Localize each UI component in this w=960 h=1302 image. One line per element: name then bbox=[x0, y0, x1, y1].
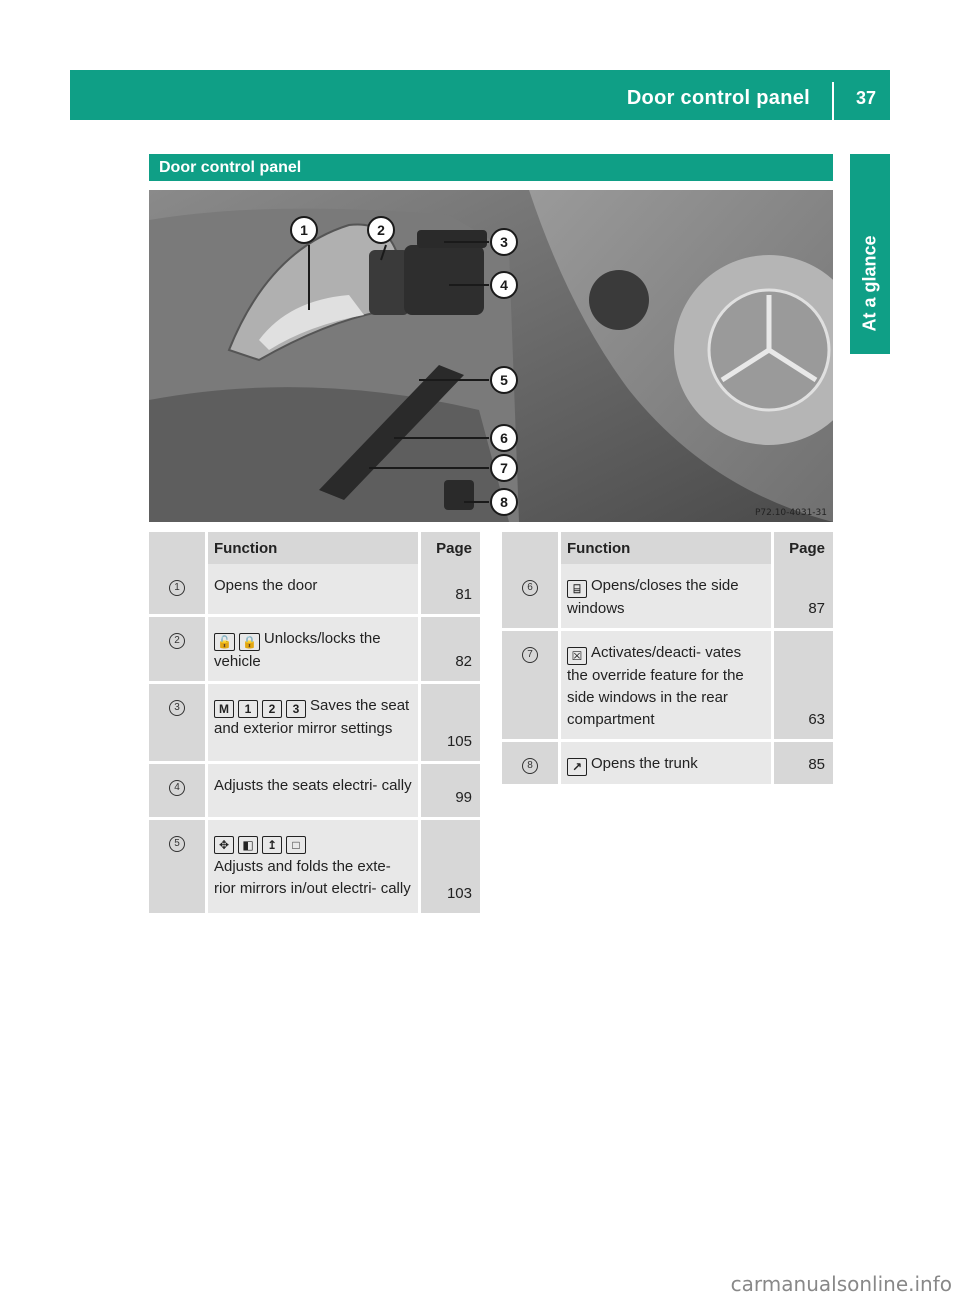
memory-m-key: M bbox=[214, 700, 234, 718]
row-function: Saves the seat and exterior mirror settings bbox=[214, 697, 410, 737]
row-number: 4 bbox=[169, 780, 185, 796]
function-table-right bbox=[502, 532, 833, 784]
mirror-adjust-icon: ✥ bbox=[214, 836, 234, 854]
row-number: 1 bbox=[169, 580, 185, 596]
page-number: 37 bbox=[855, 88, 876, 108]
row-function: Activates/deacti- vates the override feature for the side windows in the rear compartment bbox=[567, 644, 744, 728]
trunk-icon: ↗ bbox=[567, 758, 587, 776]
row-number: 2 bbox=[169, 633, 185, 649]
memory-3-key: 3 bbox=[286, 700, 306, 718]
page-link[interactable]: 82 bbox=[418, 614, 480, 681]
row-function: Opens the trunk bbox=[591, 755, 698, 772]
door-panel-illustration bbox=[149, 190, 833, 522]
table-row bbox=[149, 761, 480, 817]
mirror-fold-icon: □ bbox=[286, 836, 306, 854]
row-function: Unlocks/locks the vehicle bbox=[214, 630, 381, 670]
col-page: Page bbox=[771, 532, 833, 564]
page-link[interactable]: 63 bbox=[771, 628, 833, 739]
table-row bbox=[502, 739, 833, 784]
row-function: Adjusts the seats electri- cally bbox=[205, 761, 418, 817]
col-number bbox=[502, 532, 558, 564]
window-lock-icon: ☒ bbox=[567, 647, 587, 665]
callout-1: 1 bbox=[300, 222, 308, 238]
window-icon: ⌸ bbox=[567, 580, 587, 598]
memory-2-key: 2 bbox=[262, 700, 282, 718]
table-row bbox=[149, 564, 480, 614]
side-tab-label: At a glance bbox=[859, 235, 880, 332]
row-function: Opens/closes the side windows bbox=[567, 577, 739, 617]
section-title: Door control panel bbox=[159, 159, 302, 176]
side-tab-label-wrap bbox=[850, 154, 890, 354]
table-header-row bbox=[502, 532, 833, 564]
header-title: Door control panel bbox=[626, 87, 810, 109]
door-panel-photo bbox=[149, 190, 833, 522]
row-function: Opens the door bbox=[205, 564, 418, 614]
watermark: carmanualsonline.info bbox=[730, 1272, 952, 1296]
row-function: Adjusts and folds the exte- rior mirrors in/out electri- cally bbox=[214, 858, 411, 897]
header-divider bbox=[832, 82, 834, 120]
function-table-left bbox=[149, 532, 480, 913]
row-number: 3 bbox=[169, 700, 185, 716]
header-bar bbox=[70, 70, 890, 120]
callout-6: 6 bbox=[500, 430, 508, 446]
row-number: 8 bbox=[522, 758, 538, 774]
mirror-left-icon: ◧ bbox=[238, 836, 258, 854]
callout-2: 2 bbox=[377, 222, 385, 238]
callout-5: 5 bbox=[500, 372, 508, 388]
table-row bbox=[502, 628, 833, 739]
figure-code: P72.10-4031-31 bbox=[754, 508, 827, 518]
callout-4: 4 bbox=[500, 277, 508, 293]
table-row bbox=[502, 564, 833, 628]
col-function: Function bbox=[558, 532, 771, 564]
lock-icon: 🔒 bbox=[239, 633, 260, 651]
page-link[interactable]: 85 bbox=[771, 739, 833, 784]
page-link[interactable]: 81 bbox=[418, 564, 480, 614]
table-row bbox=[149, 681, 480, 761]
row-number: 7 bbox=[522, 647, 538, 663]
table-row bbox=[149, 817, 480, 913]
page-link[interactable]: 99 bbox=[418, 761, 480, 817]
section-bar bbox=[149, 154, 833, 181]
table-header-row bbox=[149, 532, 480, 564]
callout-3: 3 bbox=[500, 234, 508, 250]
page-link[interactable]: 103 bbox=[418, 817, 480, 913]
mirror-right-icon: ↥ bbox=[262, 836, 282, 854]
col-number bbox=[149, 532, 205, 564]
callout-8: 8 bbox=[500, 494, 508, 510]
callout-7: 7 bbox=[500, 460, 508, 476]
col-page: Page bbox=[418, 532, 480, 564]
page-link[interactable]: 105 bbox=[418, 681, 480, 761]
table-row bbox=[149, 614, 480, 681]
memory-1-key: 1 bbox=[238, 700, 258, 718]
page-link[interactable]: 87 bbox=[771, 564, 833, 628]
row-number: 5 bbox=[169, 836, 185, 852]
row-number: 6 bbox=[522, 580, 538, 596]
col-function: Function bbox=[205, 532, 418, 564]
unlock-icon: 🔓 bbox=[214, 633, 235, 651]
